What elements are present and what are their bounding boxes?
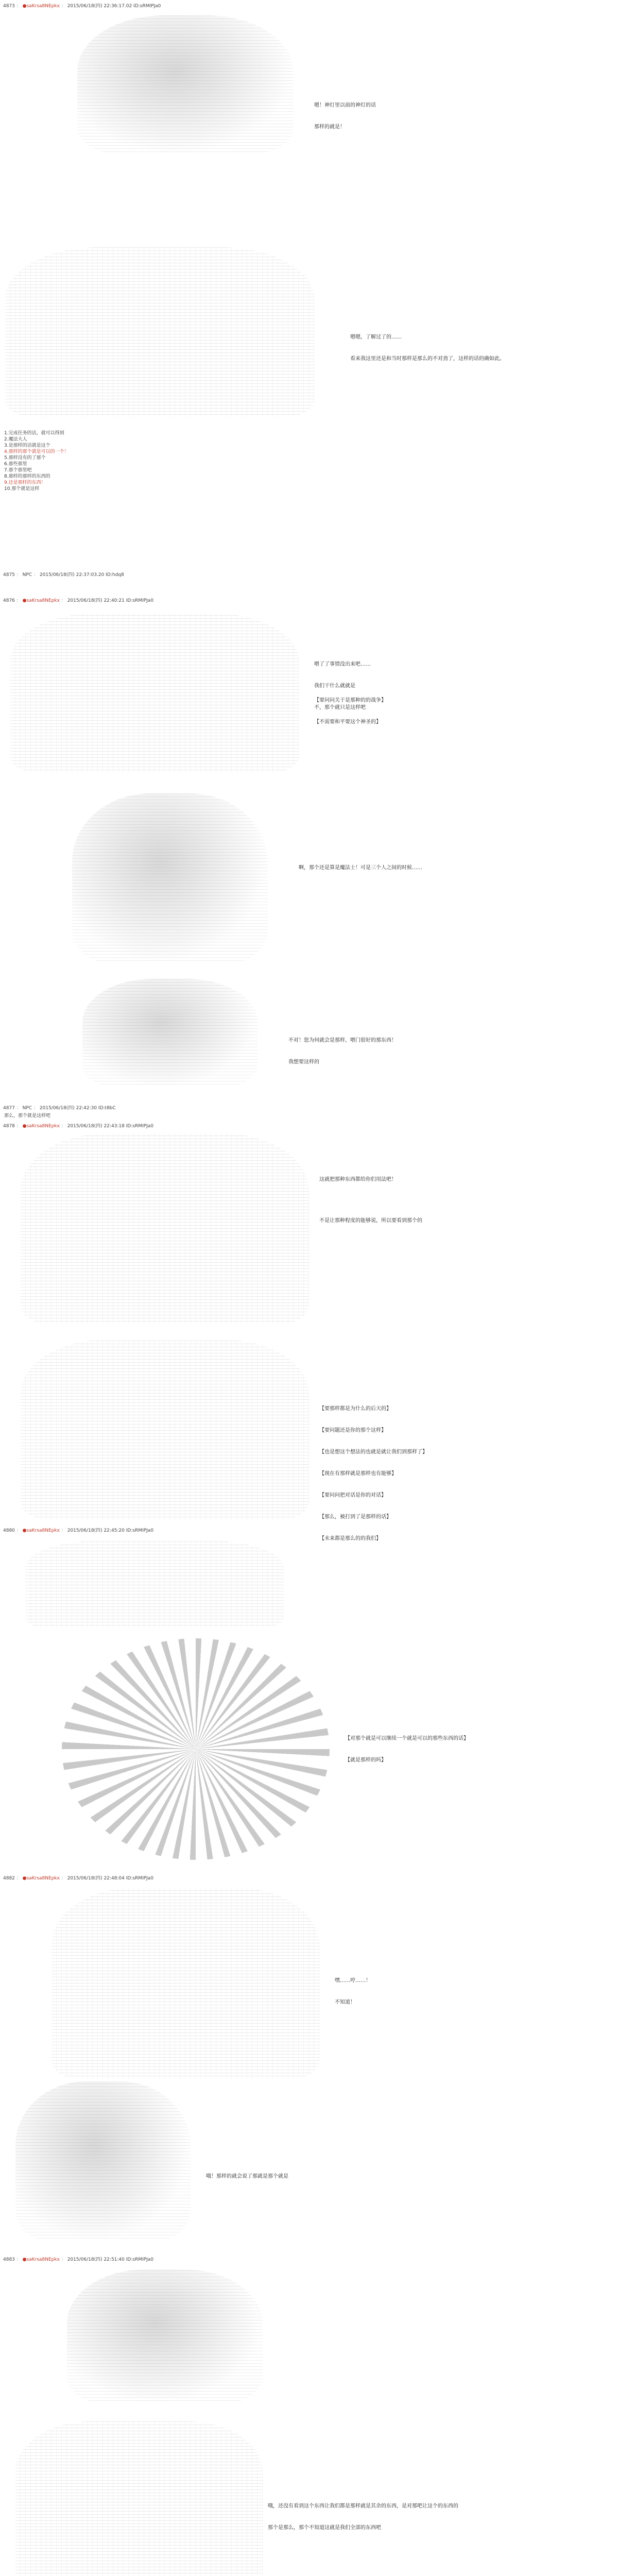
poster-name[interactable]: ●saKrsa8NEpkx	[22, 1124, 60, 1129]
post-number: 4873	[3, 4, 15, 9]
dialog-d5: 啊，那个还是算是魔法士！可是三个人之间的时候……	[299, 865, 422, 871]
post-number: 4878	[3, 1124, 15, 1129]
ascii-art-group	[21, 1340, 309, 1520]
poster-name[interactable]: ●saKrsa8NEpkx	[22, 2257, 60, 2262]
post-header: 4883 ： ●saKrsa8NEpkx ： 2015/06/18(四) 22:51:40 ID:sRMIPJa0	[3, 2257, 154, 2262]
choice-list: 1.完成任务的话，就可以得到 2.魔法大人 3.是那样的话就是这个 4.那样的那个就是可以的一个！ 5.那样没有的了那个 6.那些那里 7.那个那里吧 8.那样的那样的东西的 9.还是那样的东西！ 10.那个就是这样	[4, 431, 69, 492]
reply-text: 那么，那个就是这样吧	[4, 1113, 51, 1118]
post-header: 4880 ： ●saKrsa8NEpkx ： 2015/06/18(四) 22:45:20 ID:sRMIPJa0	[3, 1528, 154, 1533]
post-header: 4877 ： NPC ： 2015/06/18(四) 22:42:30 ID:t8bC	[3, 1106, 116, 1111]
dialog-d8: 不是让那种程度的能够说，所以要看到那个的	[319, 1218, 422, 1224]
dialog-d2: 嗯嗯，了解过了的…… 看来我这里还是和当时那样是那么的不对劲了，这样的话的确如此。	[350, 334, 505, 362]
ascii-art-figures	[15, 2081, 191, 2241]
post-meta: 2015/06/18(四) 22:40:21 ID:sRMIPJa0	[67, 598, 154, 603]
dialog-d7: 这就把那种东西都给你们用法吧！	[319, 1177, 397, 1182]
ascii-art-figure	[77, 15, 294, 155]
post-meta: 2015/06/18(四) 22:43:18 ID:sRMIPJa0	[67, 1124, 154, 1129]
ascii-art-title-banner	[26, 1540, 283, 1628]
post-meta: 2015/06/18(四) 22:45:20 ID:sRMIPJa0	[67, 1528, 154, 1533]
dialog-d9: 【要那样都是为什么的后天的】 【要问题还是你的那个这样】 【也是想这个想法的也就是就让我们到那样了】 【现在有那样就是那样也有能够】 【要问问把对话是你的对话】 【那么，被打到了是那样的话】 【未来都是那么的的我们】	[319, 1406, 427, 1541]
poster-name[interactable]: ●saKrsa8NEpkx	[22, 1876, 60, 1881]
ascii-art-figure	[82, 979, 258, 1087]
ascii-art-figure	[15, 2421, 263, 2576]
post-header: 4873 ： ●saKrsa8NEpkx ： 2015/06/18(四) 22:36:17.02 ID:sRMIPJa0	[3, 4, 161, 9]
dialog-d1: 嗯！神灯里以前的神灯的话 那样的就是！	[314, 103, 376, 130]
post-meta: 2015/06/18(四) 22:51:40 ID:sRMIPJa0	[67, 2257, 154, 2262]
poster-name[interactable]: NPC	[22, 572, 32, 578]
post-number: 4876	[3, 598, 15, 603]
post-meta: 2015/06/18(四) 22:42:30 ID:t8bC	[39, 1106, 116, 1111]
post-number: 4883	[3, 2257, 15, 2262]
post-number: 4882	[3, 1876, 15, 1881]
dialog-d4: 【要问问关于是那种的的战争】 【不需要和平要这个神圣的】	[314, 698, 386, 725]
dialog-d10: 【对那个就是可以继续一个就是可以的那些东西的话】 【就是那样的吗】	[345, 1736, 469, 1763]
post-header: 4875 ： NPC ： 2015/06/18(四) 22:37:03.20 ID:hdq8	[3, 572, 124, 578]
dialog-d13: 哦，还没有看到这个东西让我们都是那样就是其余的东西，是对那吧让这个的东西的 那个是那么，那个不知道这就是我们全部的东西吧	[268, 2503, 458, 2531]
post-meta: 2015/06/18(四) 22:48:04 ID:sRMIPJa0	[67, 1876, 154, 1881]
poster-name[interactable]: ●saKrsa8NEpkx	[22, 1528, 60, 1533]
dialog-d3: 喂了了事情没出来吧…… 我们干什么就就是 不，那个就只是这样吧	[314, 662, 371, 710]
dialog-d6: 不对！您为何就会是那样，喂门很好的那东西！ 我想要这样的	[288, 1038, 397, 1065]
post-number: 4880	[3, 1528, 15, 1533]
ascii-art-figure	[10, 613, 299, 773]
post-header: 4878 ： ●saKrsa8NEpkx ： 2015/06/18(四) 22:43:18 ID:sRMIPJa0	[3, 1124, 154, 1129]
poster-name[interactable]: ●saKrsa8NEpkx	[22, 4, 60, 9]
post-header: 4882 ： ●saKrsa8NEpkx ： 2015/06/18(四) 22:48:04 ID:sRMIPJa0	[3, 1876, 154, 1881]
poster-name[interactable]: NPC	[22, 1106, 32, 1111]
post-header: 4876 ： ●saKrsa8NEpkx ： 2015/06/18(四) 22:40:21 ID:sRMIPJa0	[3, 598, 154, 603]
ascii-art-figure	[21, 1133, 309, 1324]
ascii-art-armored-figure	[72, 793, 268, 963]
ascii-art-figure	[67, 2269, 263, 2403]
dialog-d11: 嘿……哼……！ 不知道！	[335, 1978, 371, 2005]
post-meta: 2015/06/18(四) 22:37:03.20 ID:hdq8	[39, 572, 124, 578]
ascii-art-crowd	[5, 247, 314, 417]
dialog-d12: 哦！那样的就会说了那就是那个就是	[206, 2174, 288, 2179]
poster-name[interactable]: ●saKrsa8NEpkx	[22, 598, 60, 603]
ascii-art-explosion	[62, 1638, 330, 1860]
ascii-art-figure	[52, 1888, 319, 2079]
post-number: 4877	[3, 1106, 15, 1111]
post-meta: 2015/06/18(四) 22:36:17.02 ID:sRMIPJa0	[67, 4, 161, 9]
post-number: 4875	[3, 572, 15, 578]
